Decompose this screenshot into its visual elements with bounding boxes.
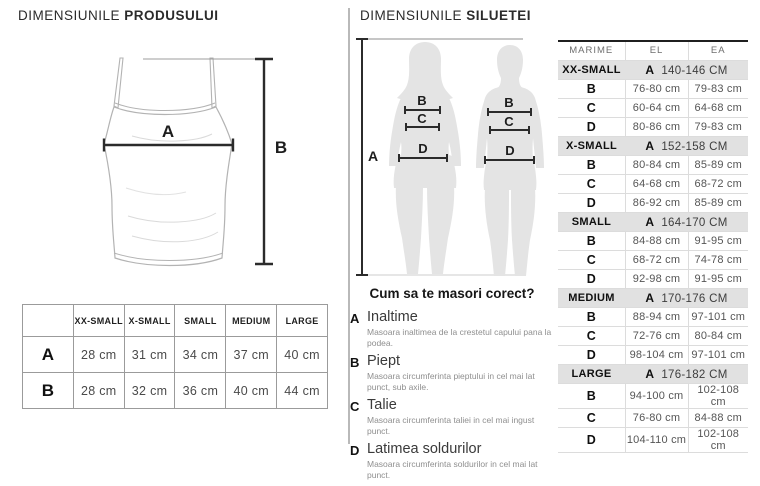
measure-value-el: 104-110 cm [625, 427, 688, 452]
measure-value-el: 76-80 cm [625, 408, 688, 427]
product-row [23, 373, 328, 409]
howto-section [350, 286, 554, 486]
male-chest-label: B [504, 95, 514, 110]
measure-row-label: D [558, 193, 625, 212]
measure-b-label: B [274, 138, 288, 157]
height-range-value: 140-146 CM [661, 64, 728, 77]
product-value-cell: 28 cm [73, 373, 124, 409]
body-size-table-body [558, 41, 748, 452]
measure-row-label: D [558, 345, 625, 364]
size-section-row [558, 288, 748, 307]
product-size-table [22, 304, 328, 409]
measure-value-ea: 80-84 cm [688, 326, 748, 345]
size-section-row [558, 212, 748, 231]
measure-value-el: 76-80 cm [625, 79, 688, 98]
measure-row [558, 174, 748, 193]
howto-term: Talie [367, 397, 397, 414]
measure-value-ea: 84-88 cm [688, 408, 748, 427]
measure-value-el: 94-100 cm [625, 383, 688, 408]
size-header-row [558, 41, 748, 60]
measure-row [558, 250, 748, 269]
size-col-header: MARIME [569, 45, 614, 57]
male-hip-label: D [505, 143, 515, 158]
silhouette-diagram [348, 28, 555, 284]
size-section-row [558, 364, 748, 383]
measure-value-ea: 74-78 cm [688, 250, 748, 269]
measure-value-el: 72-76 cm [625, 326, 688, 345]
title-regular-part: DIMENSIUNILE [360, 8, 463, 23]
measure-row-label: B [558, 231, 625, 250]
measure-value-ea: 102-108 cm [688, 383, 748, 408]
height-measure-letter: A [645, 290, 655, 305]
height-measure-letter: A [645, 62, 655, 77]
measure-row [558, 408, 748, 427]
howto-desc: Masoara inaltimea de la crestetul capului pana la podea. [367, 326, 552, 348]
product-row [23, 337, 328, 373]
howto-term: Inaltime [367, 309, 418, 325]
howto-term: Latimea soldurilor [367, 441, 482, 458]
product-value-cell: 32 cm [124, 373, 175, 409]
height-measure-letter: A [645, 366, 655, 381]
product-value-cell: 28 cm [73, 337, 124, 373]
measure-value-ea: 91-95 cm [688, 269, 748, 288]
measure-row-label: D [558, 117, 625, 136]
measure-value-ea: 102-108 cm [688, 427, 748, 452]
product-value-cell: 34 cm [175, 337, 226, 373]
silhouette-dimensions-title [360, 8, 531, 23]
product-value-cell: 31 cm [124, 337, 175, 373]
measure-row-label: C [558, 174, 625, 193]
product-header-row [23, 305, 328, 337]
size-col-header: EA [688, 41, 748, 60]
measure-value-ea: 79-83 cm [688, 117, 748, 136]
height-range-value: 176-182 CM [661, 368, 728, 381]
howto-letter: C [350, 399, 360, 415]
measure-value-el: 98-104 cm [625, 345, 688, 364]
measure-row [558, 117, 748, 136]
product-col-header [23, 305, 74, 337]
size-name: MEDIUM [558, 288, 625, 307]
product-value-cell: 36 cm [175, 373, 226, 409]
height-range-cell [625, 364, 748, 383]
measure-row [558, 98, 748, 117]
measure-value-el: 80-84 cm [625, 155, 688, 174]
product-diagram [0, 40, 348, 290]
product-col-header: MEDIUM [226, 305, 277, 337]
product-col-header: X-SMALL [124, 305, 175, 337]
title-bold-part: PRODUSULUI [124, 8, 219, 23]
measure-row [558, 269, 748, 288]
product-value-cell: 37 cm [226, 337, 277, 373]
measure-row [558, 427, 748, 452]
measure-row-label: B [558, 307, 625, 326]
height-measure-a [356, 39, 368, 275]
height-range-cell [625, 136, 748, 155]
product-dimensions-title [18, 8, 219, 23]
howto-item-height [350, 310, 554, 349]
size-name: LARGE [558, 364, 625, 383]
measure-row [558, 193, 748, 212]
height-measure-label: A [367, 148, 379, 164]
measure-value-el: 84-88 cm [625, 231, 688, 250]
measure-row [558, 383, 748, 408]
product-row-label: A [23, 337, 74, 373]
height-range-value: 152-158 CM [661, 140, 728, 153]
measure-value-el: 64-68 cm [625, 174, 688, 193]
size-name: XX-SMALL [558, 60, 625, 79]
measure-row [558, 79, 748, 98]
measure-value-el: 60-64 cm [625, 98, 688, 117]
height-measure-b [255, 59, 273, 264]
title-bold-part: SILUETEI [466, 8, 532, 23]
size-name: X-SMALL [558, 136, 625, 155]
measure-row [558, 307, 748, 326]
measure-value-ea: 79-83 cm [688, 79, 748, 98]
measure-row-label: C [558, 250, 625, 269]
height-range-cell [625, 60, 748, 79]
size-section-row [558, 136, 748, 155]
howto-letter: B [350, 355, 360, 371]
tank-top-illustration [104, 58, 232, 266]
measure-row [558, 326, 748, 345]
measure-value-el: 92-98 cm [625, 269, 688, 288]
measure-value-ea: 91-95 cm [688, 231, 748, 250]
product-value-cell: 40 cm [277, 337, 328, 373]
measure-row-label: B [558, 383, 625, 408]
measure-value-el: 88-94 cm [625, 307, 688, 326]
howto-letter: A [350, 311, 360, 326]
measure-row [558, 155, 748, 174]
body-size-table [558, 40, 748, 453]
product-row-label: B [23, 373, 74, 409]
measure-row-label: D [558, 427, 625, 452]
female-hip-label: D [418, 141, 428, 156]
howto-desc: Masoara circumferinta taliei in cel mai ingust punct. [367, 415, 535, 437]
measure-row-label: B [558, 155, 625, 174]
measure-row-label: B [558, 79, 625, 98]
height-measure-letter: A [645, 138, 655, 153]
height-range-cell [625, 212, 748, 231]
height-range-cell [625, 288, 748, 307]
howto-desc: Masoara circumferinta soldurilor in cel mai lat punct. [367, 459, 538, 481]
measure-row [558, 231, 748, 250]
height-range-value: 170-176 CM [661, 292, 728, 305]
height-range-value: 164-170 CM [661, 216, 728, 229]
measure-value-ea: 68-72 cm [688, 174, 748, 193]
title-regular-part: DIMENSIUNILE [18, 8, 121, 23]
howto-letter: D [350, 443, 360, 459]
howto-item-hips [350, 442, 554, 481]
measure-a-label: A [161, 122, 175, 141]
measure-value-ea: 97-101 cm [688, 345, 748, 364]
measure-value-el: 68-72 cm [625, 250, 688, 269]
measure-value-el: 80-86 cm [625, 117, 688, 136]
product-col-header: XX-SMALL [73, 305, 124, 337]
howto-desc: Masoara circumferinta pieptului in cel mai lat punct, sub axile. [367, 370, 535, 393]
measure-row-label: C [558, 98, 625, 117]
measure-value-ea: 64-68 cm [688, 98, 748, 117]
measure-row-label: D [558, 269, 625, 288]
product-value-cell: 44 cm [277, 373, 328, 409]
measure-row-label: C [558, 326, 625, 345]
measure-value-ea: 85-89 cm [688, 155, 748, 174]
measure-value-ea: 85-89 cm [688, 193, 748, 212]
measure-row [558, 345, 748, 364]
product-col-header: LARGE [277, 305, 328, 337]
female-bust-label: B [417, 93, 427, 108]
howto-term: Piept [367, 353, 401, 370]
howto-item-waist [350, 398, 554, 437]
female-waist-label: C [417, 111, 427, 126]
product-value-cell: 40 cm [226, 373, 277, 409]
size-section-row [558, 60, 748, 79]
size-col-header: EL [625, 41, 688, 60]
size-name: SMALL [558, 212, 625, 231]
height-measure-letter: A [645, 214, 655, 229]
measure-value-el: 86-92 cm [625, 193, 688, 212]
measure-value-ea: 97-101 cm [688, 307, 748, 326]
product-col-header: SMALL [175, 305, 226, 337]
howto-item-chest [350, 354, 554, 393]
howto-heading: Cum sa te masori corect? [369, 286, 535, 301]
male-waist-label: C [504, 114, 514, 129]
measure-row-label: C [558, 408, 625, 427]
